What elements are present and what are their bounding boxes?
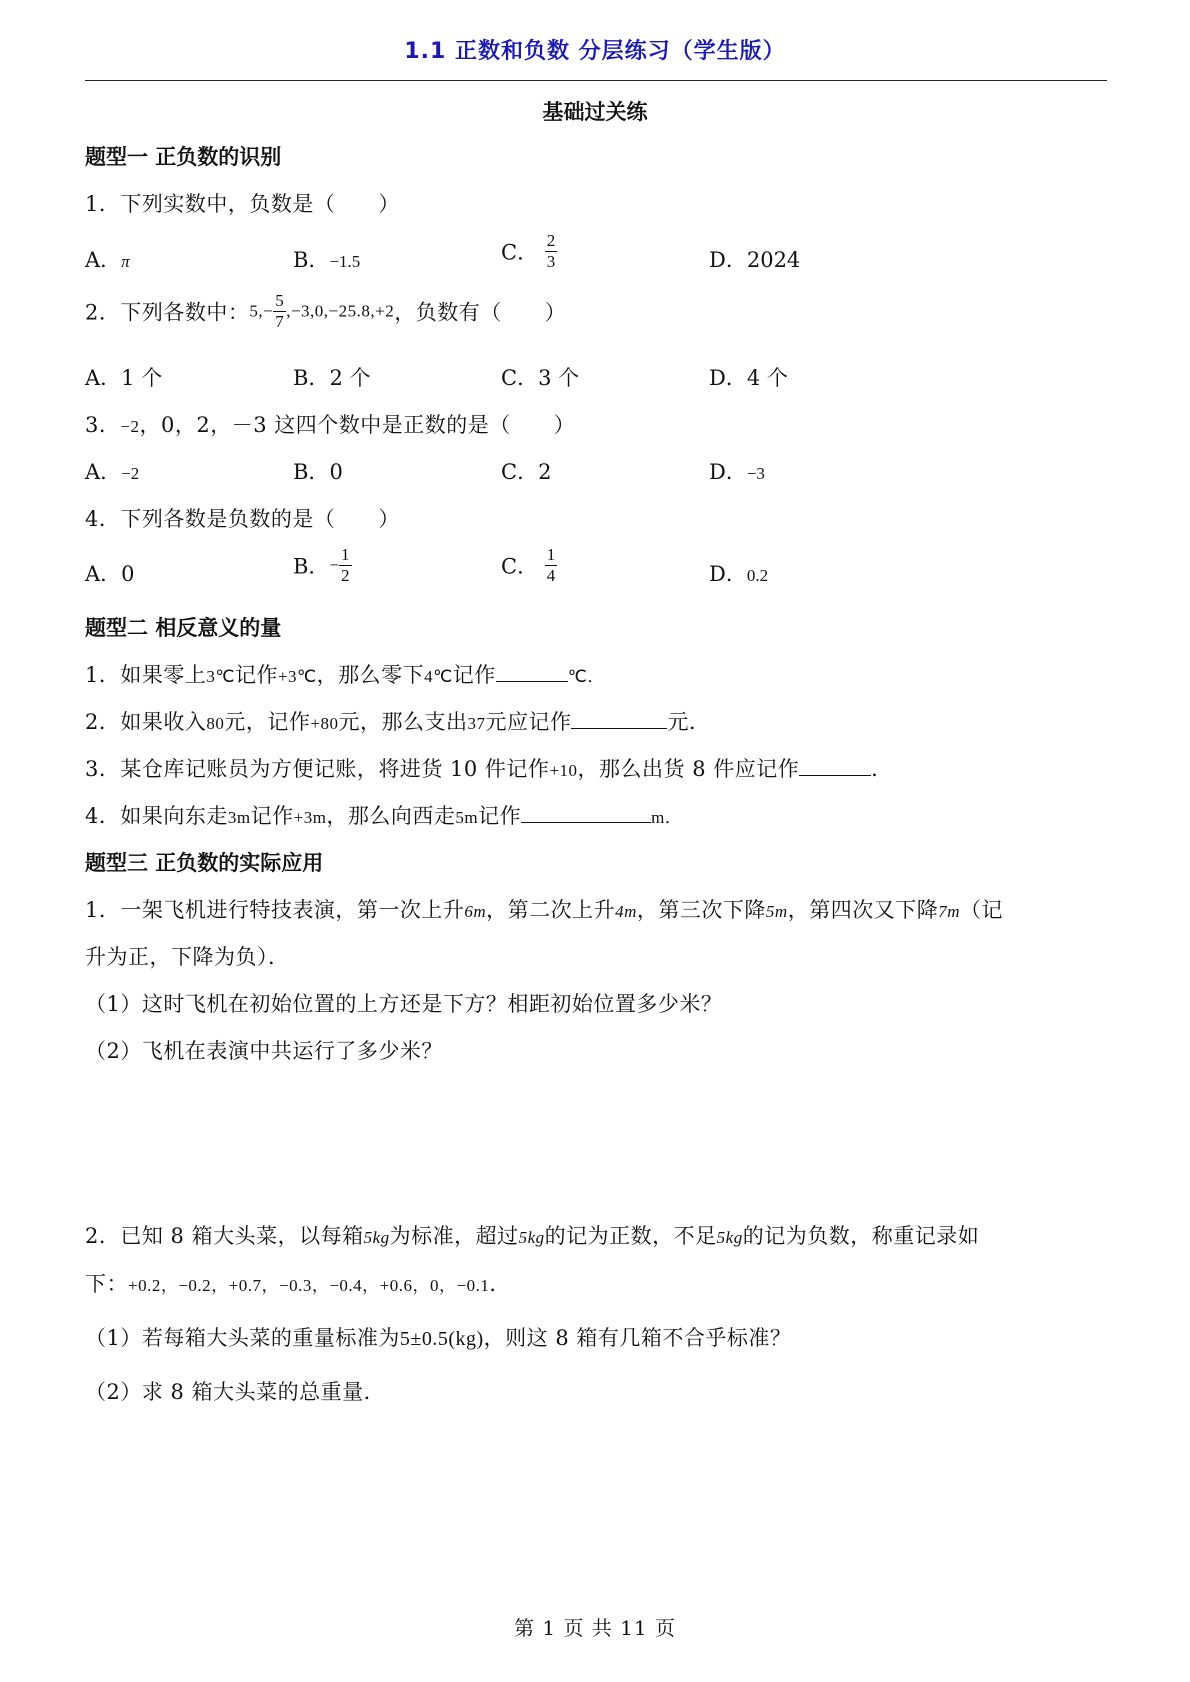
t2-q3: 3．某仓库记账员为方便记账，将进货 10 件记作+10，那么出货 8 件应记作 ． <box>85 757 893 781</box>
t3-q1-sub2: （2）飞机在表演中共运行了多少米？ <box>85 1039 443 1063</box>
t3-q1-line1: 1．一架飞机进行特技表演，第一次上升6m，第二次上升4m，第三次下降5m，第四次又下降7m（记 <box>85 898 1003 922</box>
t1-q4-option-d: D．0.2 <box>709 562 769 586</box>
header-rule <box>85 80 1107 81</box>
answer-blank[interactable] <box>799 755 871 776</box>
t1-q1-stem: 1．下列实数中，负数是（ ） <box>85 192 400 216</box>
t3-q2-sub2: （2）求 8 箱大头菜的总重量． <box>85 1380 386 1404</box>
t3-q2-line2: 下：+0.2，−0.2，+0.7，−0.3，−0.4，+0.6，0，−0.1． <box>85 1272 511 1296</box>
t1-q2-option-d: D．4 个 <box>709 366 788 390</box>
t1-q3-stem: 3．−2，0，2，－3 这四个数中是正数的是（ ） <box>85 413 576 437</box>
t1-q4-stem: 4．下列各数是负数的是（ ） <box>85 507 400 531</box>
t2-q1: 1．如果零上3℃记作+3℃，那么零下4℃记作 ℃． <box>85 663 605 687</box>
answer-blank[interactable] <box>496 661 568 682</box>
answer-blank[interactable] <box>521 802 651 823</box>
t1-q3-option-c: C．2 <box>501 460 552 484</box>
type2-heading: 题型二 相反意义的量 <box>85 616 282 640</box>
page-footer: 第 1 页 共 11 页 <box>514 1616 676 1640</box>
t3-q1-sub1: （1）这时飞机在初始位置的上方还是下方？相距初始位置多少米？ <box>85 992 723 1016</box>
t1-q3-option-a: A．−2 <box>85 460 140 484</box>
t3-q2-line1: 2．已知 8 箱大头菜，以每箱5kg为标准，超过5kg的记为正数，不足5kg的记为负数，称重记录如 <box>85 1224 980 1248</box>
t1-q4-option-c: C． $\frac{1}{4}$ <box>501 545 556 585</box>
document-title: 1.1 正数和负数 分层练习（学生版） <box>404 39 786 64</box>
t1-q4-option-a: A．0 <box>85 562 135 586</box>
t1-q1-option-b: B．−1.5 <box>293 248 361 272</box>
t3-q2-sub1: （1）若每箱大头菜的重量标准为5±0.5(kg)，则这 8 箱有几箱不合乎标准？ <box>85 1326 792 1350</box>
type3-heading: 题型三 正负数的实际应用 <box>85 851 324 875</box>
t1-q2-option-a: A．1 个 <box>85 366 163 390</box>
t1-q2-option-c: C．3 个 <box>501 366 580 390</box>
t2-q2: 2．如果收入80元，记作+80元，那么支出37元应记作 元． <box>85 710 711 734</box>
type1-heading: 题型一 正负数的识别 <box>85 145 282 169</box>
t3-q1-line2: 升为正，下降为负）． <box>85 945 290 969</box>
section-title: 基础过关练 <box>542 100 648 124</box>
t1-q3-option-d: D．−3 <box>709 460 765 484</box>
t1-q1-option-d: D．2024 <box>709 248 801 272</box>
t1-q4-option-b: B．− $\frac{1}{2}$ <box>293 545 350 585</box>
answer-blank[interactable] <box>571 708 667 729</box>
t1-q2-stem: 2．下列各数中：5,− $\frac{5}{7}$ ,−3,0,−25.8,+2，负数有（ ） <box>85 291 567 331</box>
t1-q1-option-a: A．π <box>85 248 130 272</box>
t1-q2-option-b: B．2 个 <box>293 366 371 390</box>
t2-q4: 4．如果向东走3m记作+3m，那么向西走5m记作 m． <box>85 804 683 828</box>
t1-q1-option-c: C． $\frac{2}{3}$ <box>501 231 556 271</box>
t1-q3-option-b: B．0 <box>293 460 343 484</box>
